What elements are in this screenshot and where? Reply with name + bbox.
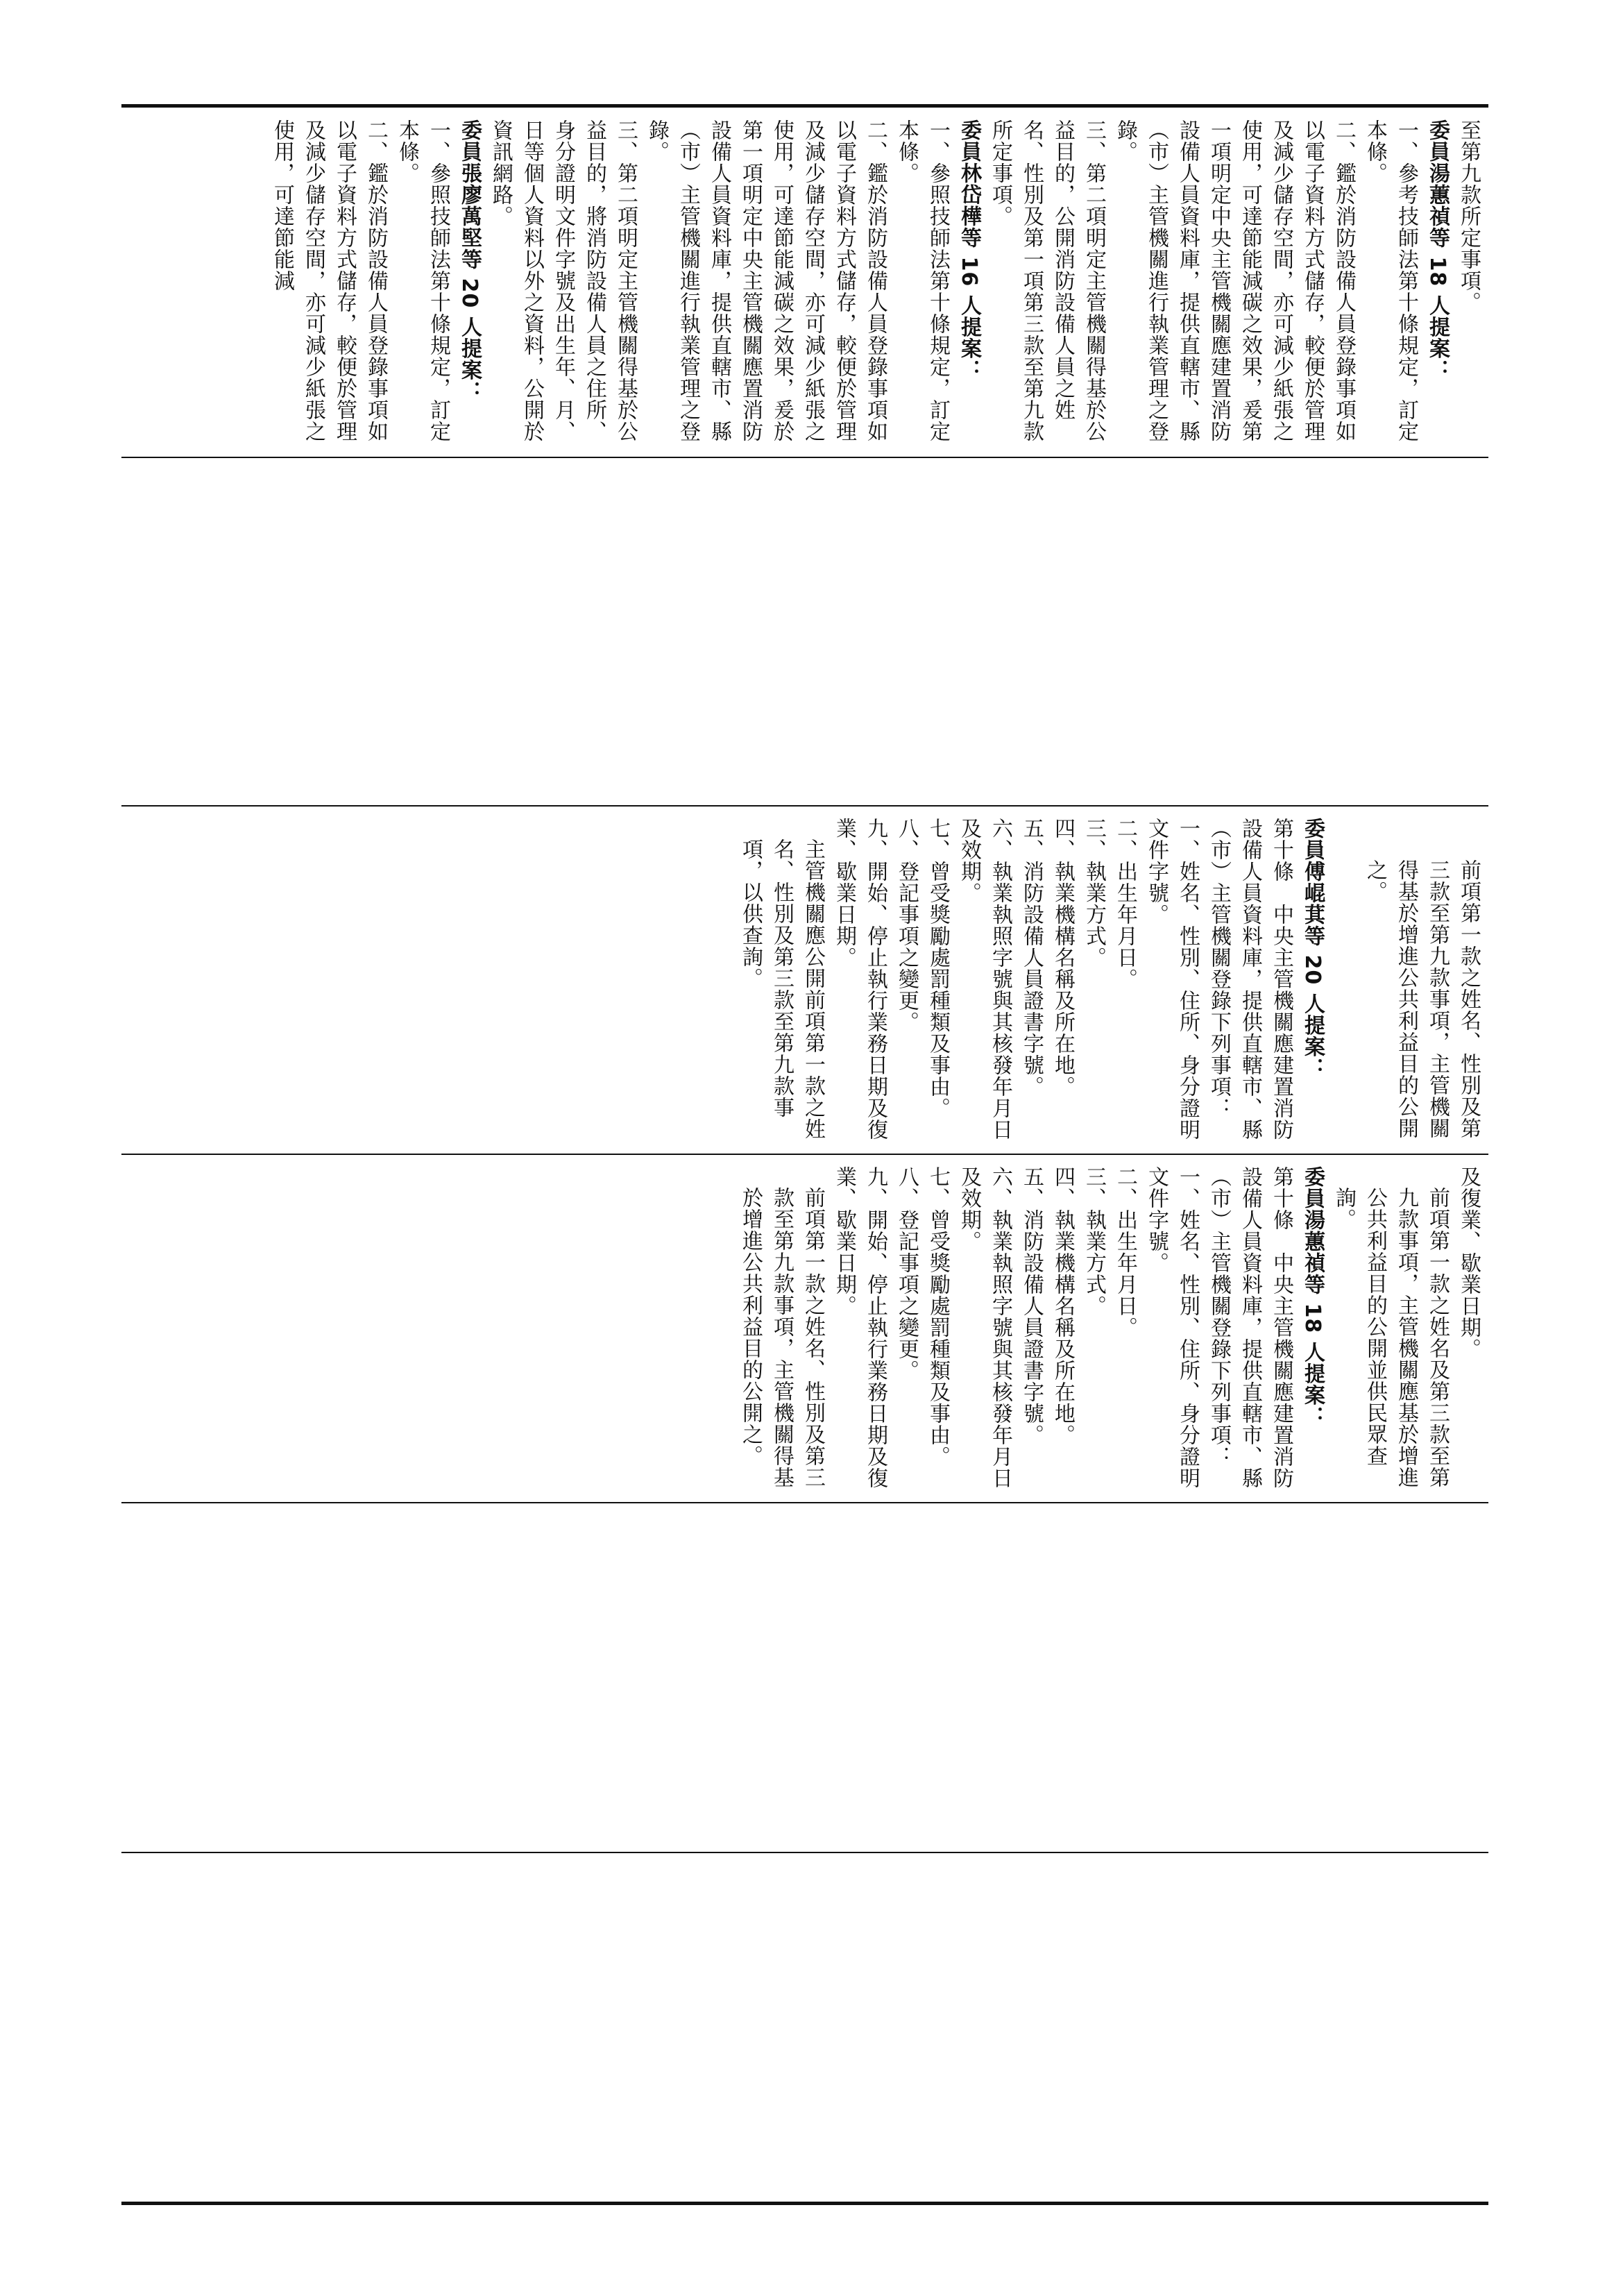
divider-3: [121, 1154, 1488, 1155]
paragraph: 一、參考技師法第十條規定，訂定本條。: [1363, 119, 1418, 442]
paragraph: 第十條 中央主管機關應建置消防設備人員資料庫，提供直轄市、縣（市）主管機關登錄下列事項：: [1207, 818, 1293, 1140]
empty-text: [121, 1506, 1488, 1849]
explanation-text: [121, 111, 1488, 455]
paragraph: 至第九款所定事項。: [1456, 119, 1481, 313]
paragraph: 前項第一款之姓名、性別及第三款至第九款事項，主管機關得基於增進公共利益目的公開之。: [738, 1187, 825, 1488]
proposal-band-a: [121, 809, 1488, 1151]
paragraph: 一、參照技師法第十條規定，訂定本條。: [894, 119, 950, 442]
paragraph: 一、參照技師法第十條規定，訂定本條。: [395, 119, 450, 442]
paragraph: 前項第一款之姓名及第三款至第九款事項，主管機關應基於增進公共利益目的公開並供民眾查詢。: [1332, 1187, 1450, 1488]
paragraph: 九、開始、停止執行業務日期及復業、歇業日期。: [832, 818, 887, 1140]
proposal-text-b: [121, 1158, 1488, 1499]
paragraph: 六、執業執照字號與其核發年月日及效期。: [957, 818, 1012, 1140]
paragraph: 二、出生年月日。: [1113, 1166, 1137, 1338]
paragraph: 三、第二項明定主管機關得基於公益目的，公開消防設備人員之姓名、性別及第一項第三款至第九款所定事項。: [988, 119, 1106, 442]
proposer-heading: 委員傅崐萁等 20 人提案：: [1300, 818, 1325, 1079]
paragraph: 八、登記事項之變更。: [894, 1166, 919, 1381]
paragraph: 二、鑑於消防設備人員登錄事項如以電子資料方式儲存，較便於管理及減少儲存空間，亦可減少紙張之使用，可達節能減碳之效果，爰第一項明定中央主管機關應建置消防設備人員資料庫，提供直轄市、縣（市）主管機關進行執業管理之登錄。: [1113, 119, 1356, 442]
proposer-heading: 委員林岱樺等 16 人提案：: [957, 119, 981, 381]
bottom-rule: [121, 2202, 1488, 2205]
paragraph: 五、消防設備人員證書字號。: [1019, 1166, 1044, 1446]
proposer-heading: 委員湯蕙禎等 18 人提案：: [1300, 1166, 1325, 1428]
divider-4: [121, 1502, 1488, 1503]
paragraph: 二、鑑於消防設備人員登錄事項如以電子資料方式儲存，較便於管理及減少儲存空間，亦可減少紙張之使用，可達節能減碳之效果，爰於第一項明定中央主管機關應置消防設備人員資料庫，提供直轄市、縣（市）主管機關進行執業管理之登錄。: [645, 119, 887, 442]
paragraph: 一、姓名、性別、住所、身分證明文件字號。: [1144, 818, 1200, 1140]
paragraph: 前項第一款之姓名、性別及第三款至第九款事項，主管機關得基於增進公共利益目的公開之。: [1363, 859, 1481, 1139]
paragraph: 四、執業機構名稱及所在地。: [1051, 818, 1075, 1097]
explanation-band: [121, 111, 1488, 455]
paragraph: 七、曾受獎勵處罰種類及事由。: [926, 818, 950, 1119]
paragraph: 及復業、歇業日期。: [1456, 1166, 1481, 1360]
paragraph: 五、消防設備人員證書字號。: [1019, 818, 1044, 1097]
paragraph: 三、執業方式。: [1082, 818, 1106, 968]
empty-band: [121, 1506, 1488, 1849]
proposal-text-a: [121, 809, 1488, 1151]
proposer-heading: 委員湯蕙禎等 18 人提案：: [1425, 119, 1450, 381]
paragraph: 二、鑑於消防設備人員登錄事項如以電子資料方式儲存，較便於管理及減少儲存空間，亦可減少紙張之使用，可達節能減: [270, 119, 388, 442]
proposer-heading: 委員張廖萬堅等 20 人提案：: [457, 119, 482, 403]
paragraph: 四、執業機構名稱及所在地。: [1051, 1166, 1075, 1446]
paragraph: 七、曾受獎勵處罰種類及事由。: [926, 1166, 950, 1467]
paragraph: 二、出生年月日。: [1113, 818, 1137, 990]
paragraph: 主管機關應公開前項第一款之姓名、性別及第三款至第九款事項，以供查詢。: [738, 838, 825, 1140]
paragraph: 九、開始、停止執行業務日期及復業、歇業日期。: [832, 1166, 887, 1489]
paragraph: 三、第二項明定主管機關得基於公益目的，將消防設備人員之住所、身分證明文件字號及出生年、月、日等個人資料以外之資料，公開於資訊網路。: [488, 119, 638, 442]
paragraph: 六、執業執照字號與其核發年月日及效期。: [957, 1166, 1012, 1489]
paragraph: 一、姓名、性別、住所、身分證明文件字號。: [1144, 1166, 1200, 1489]
paragraph: 三、執業方式。: [1082, 1166, 1106, 1317]
divider-1: [121, 457, 1488, 458]
divider-2: [121, 805, 1488, 807]
paragraph: 第十條 中央主管機關應建置消防設備人員資料庫，提供直轄市、縣（市）主管機關登錄下列事項：: [1207, 1166, 1293, 1489]
paragraph: 八、登記事項之變更。: [894, 818, 919, 1033]
top-rule: [121, 104, 1488, 108]
divider-5: [121, 1852, 1488, 1853]
proposal-band-b: [121, 1158, 1488, 1499]
